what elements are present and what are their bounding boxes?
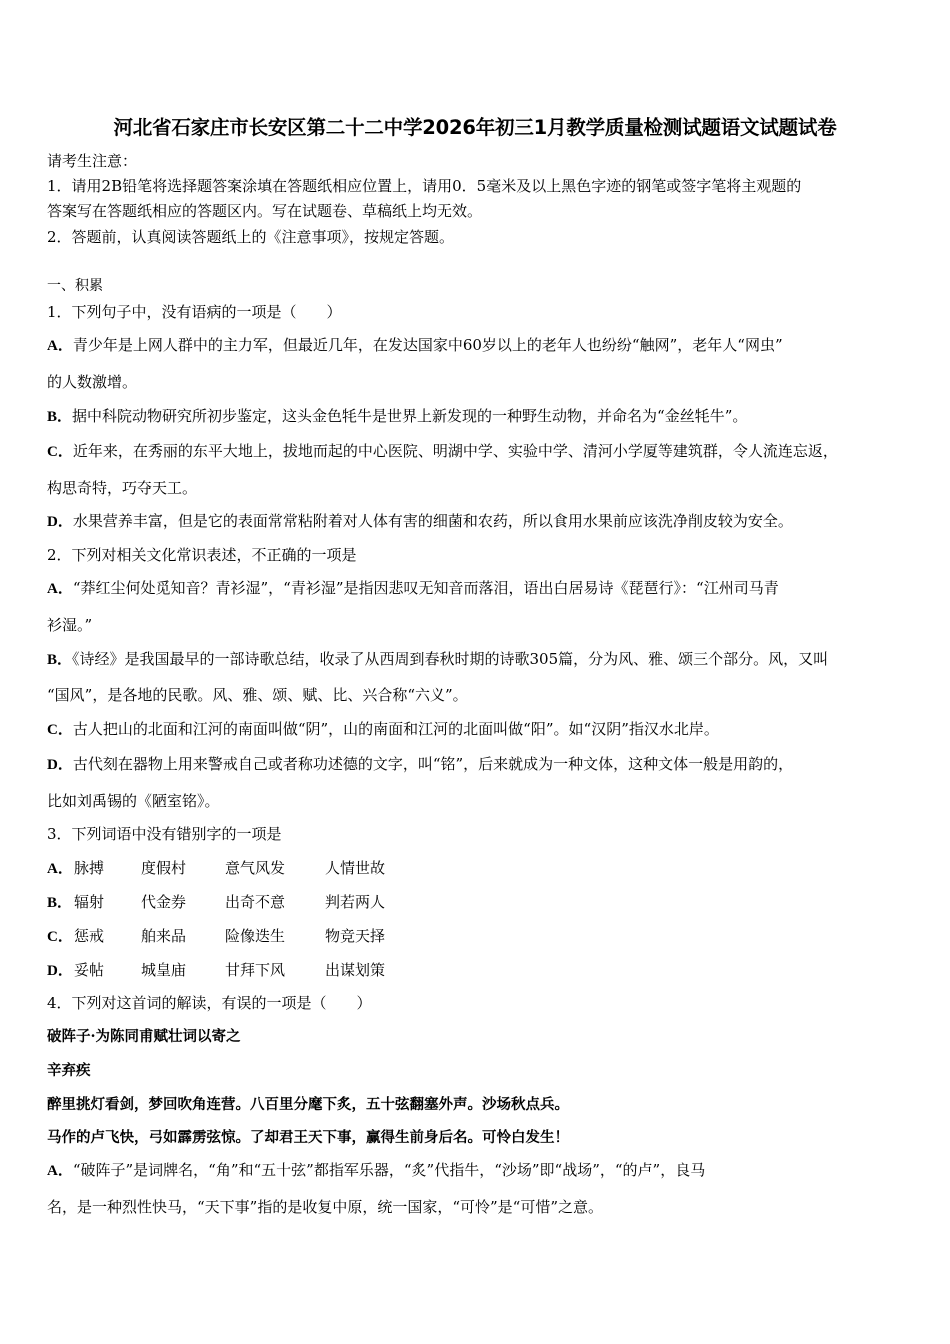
option-label: D． — [47, 514, 73, 530]
word: 险像迭生 — [225, 927, 286, 945]
option-text: 古人把山的北面和江河的南面叫做“阴”，山的南面和江河的北面叫做“阳”。如“汉阴”指汉水北岸。 — [72, 720, 719, 738]
q2-stem: 2．下列对相关文化常识表述，不正确的一项是 — [47, 546, 357, 564]
option-label: B． — [47, 895, 73, 911]
q1-option-c — [47, 441, 838, 462]
poem-line-2: 马作的卢飞快，弓如霹雳弦惊。了却君王天下事，赢得生前身后名。可怜白发生！ — [47, 1129, 569, 1146]
q1-option-b — [47, 406, 747, 427]
word: 妥帖 — [74, 961, 105, 979]
word: 人情世故 — [325, 859, 386, 877]
word: 出谋划策 — [325, 961, 386, 979]
word: 甘拜下风 — [225, 961, 286, 979]
option-text: 古代刻在器物上用来警戒自己或者称功述德的文字，叫“铭”，后来就成为一种文体，这种文体一般是用韵的， — [72, 755, 794, 773]
q3-option-d — [47, 960, 385, 981]
q3-stem: 3．下列词语中没有错别字的一项是 — [47, 825, 282, 843]
poem-author: 辛弃疾 — [47, 1062, 91, 1079]
q1-stem: 1．下列句子中，没有语病的一项是（ ） — [47, 303, 342, 321]
q2-option-b — [47, 649, 828, 670]
q2-option-c — [47, 719, 719, 740]
word: 出奇不意 — [225, 893, 286, 911]
option-label: B． — [47, 652, 73, 668]
notice-line-1: 1．请用2B铅笔将选择题答案涂填在答题纸相应位置上，请用0．5毫米及以上黑色字迹的钢笔或签字笔将主观题的 — [47, 177, 802, 195]
word: 脉搏 — [74, 859, 105, 877]
word: 代金券 — [141, 893, 187, 911]
page-title: 河北省石家庄市长安区第二十二中学2026年初三1月教学质量检测试题语文试题试卷 — [113, 116, 837, 139]
q1-option-c-cont: 构思奇特，巧夺天工。 — [47, 479, 198, 497]
q1-option-d — [47, 511, 793, 532]
section-heading: 一、积累 — [47, 278, 103, 294]
option-label: B． — [47, 409, 73, 425]
word: 舶来品 — [141, 927, 187, 945]
option-label: A． — [47, 1163, 73, 1179]
option-text: 《诗经》是我国最早的一部诗歌总结，收录了从西周到春秋时期的诗歌305篇，分为风、雅、颂三个部分。风，又叫 — [72, 650, 829, 668]
word: 惩戒 — [74, 927, 105, 945]
option-label: C． — [47, 722, 73, 738]
option-label: A． — [47, 861, 73, 877]
option-text: 水果营养丰富，但是它的表面常常粘附着对人体有害的细菌和农药，所以食用水果前应该洗净削皮较为安全。 — [72, 512, 793, 530]
word: 意气风发 — [225, 859, 286, 877]
q2-option-a — [47, 578, 779, 599]
option-text: 近年来，在秀丽的东平大地上，拔地而起的中心医院、明湖中学、实验中学、清河小学厦等建筑群，令人流连忘返， — [72, 442, 838, 460]
poem-line-1: 醉里挑灯看剑，梦回吹角连营。八百里分麾下炙，五十弦翻塞外声。沙场秋点兵。 — [47, 1096, 569, 1113]
q1-option-a — [47, 335, 783, 356]
notice-line-3: 2．答题前，认真阅读答题纸上的《注意事项》，按规定答题。 — [47, 228, 455, 246]
option-text: “破阵子”是词牌名，“角”和“五十弦”都指军乐器，“炙”代指牛，“沙场”即“战场”，“的卢”，良马 — [72, 1161, 706, 1179]
q4-stem: 4．下列对这首词的解读，有误的一项是（ ） — [47, 994, 372, 1012]
word: 辐射 — [74, 893, 105, 911]
q2-option-d-cont: 比如刘禹锡的《陋室铭》。 — [47, 792, 220, 810]
notice-line-2: 答案写在答题纸相应的答题区内。写在试题卷、草稿纸上均无效。 — [47, 202, 483, 220]
option-label: A． — [47, 581, 73, 597]
option-text: 青少年是上网人群中的主力军，但最近几年，在发达国家中60岁以上的老年人也纷纷“触网”，老年人“网虫” — [72, 336, 783, 354]
option-label: A． — [47, 338, 73, 354]
option-text: 据中科院动物研究所初步鉴定，这头金色牦牛是世界上新发现的一种野生动物，并命名为“金丝牦牛”。 — [72, 407, 748, 425]
option-label: C． — [47, 929, 73, 945]
word: 判若两人 — [325, 893, 386, 911]
q3-option-c — [47, 926, 385, 947]
q2-option-a-cont: 衫湿。” — [47, 616, 93, 634]
q4-option-a — [47, 1160, 705, 1181]
option-label: D． — [47, 963, 73, 979]
q1-option-a-cont: 的人数激增。 — [47, 373, 138, 391]
option-label: D． — [47, 757, 73, 773]
q2-option-d — [47, 754, 793, 775]
option-text: “莽红尘何处觅知音？青衫湿”，“青衫湿”是指因悲叹无知音而落泪，语出白居易诗《琵琶行》：“江州司马青 — [72, 579, 779, 597]
q3-option-a — [47, 858, 385, 879]
q4-option-a-cont: 名，是一种烈性快马，“天下事”指的是收复中原，统一国家，“可怜”是“可惜”之意。 — [47, 1198, 604, 1216]
q3-option-b — [47, 892, 385, 913]
word: 度假村 — [141, 859, 187, 877]
word: 物竞天择 — [325, 927, 386, 945]
poem-title: 破阵子·为陈同甫赋壮词以寄之 — [47, 1028, 241, 1045]
q2-option-b-cont: “国风”，是各地的民歌。风、雅、颂、赋、比、兴合称“六义”。 — [47, 686, 468, 704]
notice-heading: 请考生注意： — [47, 152, 138, 170]
word: 城皇庙 — [141, 961, 187, 979]
option-label: C． — [47, 444, 73, 460]
